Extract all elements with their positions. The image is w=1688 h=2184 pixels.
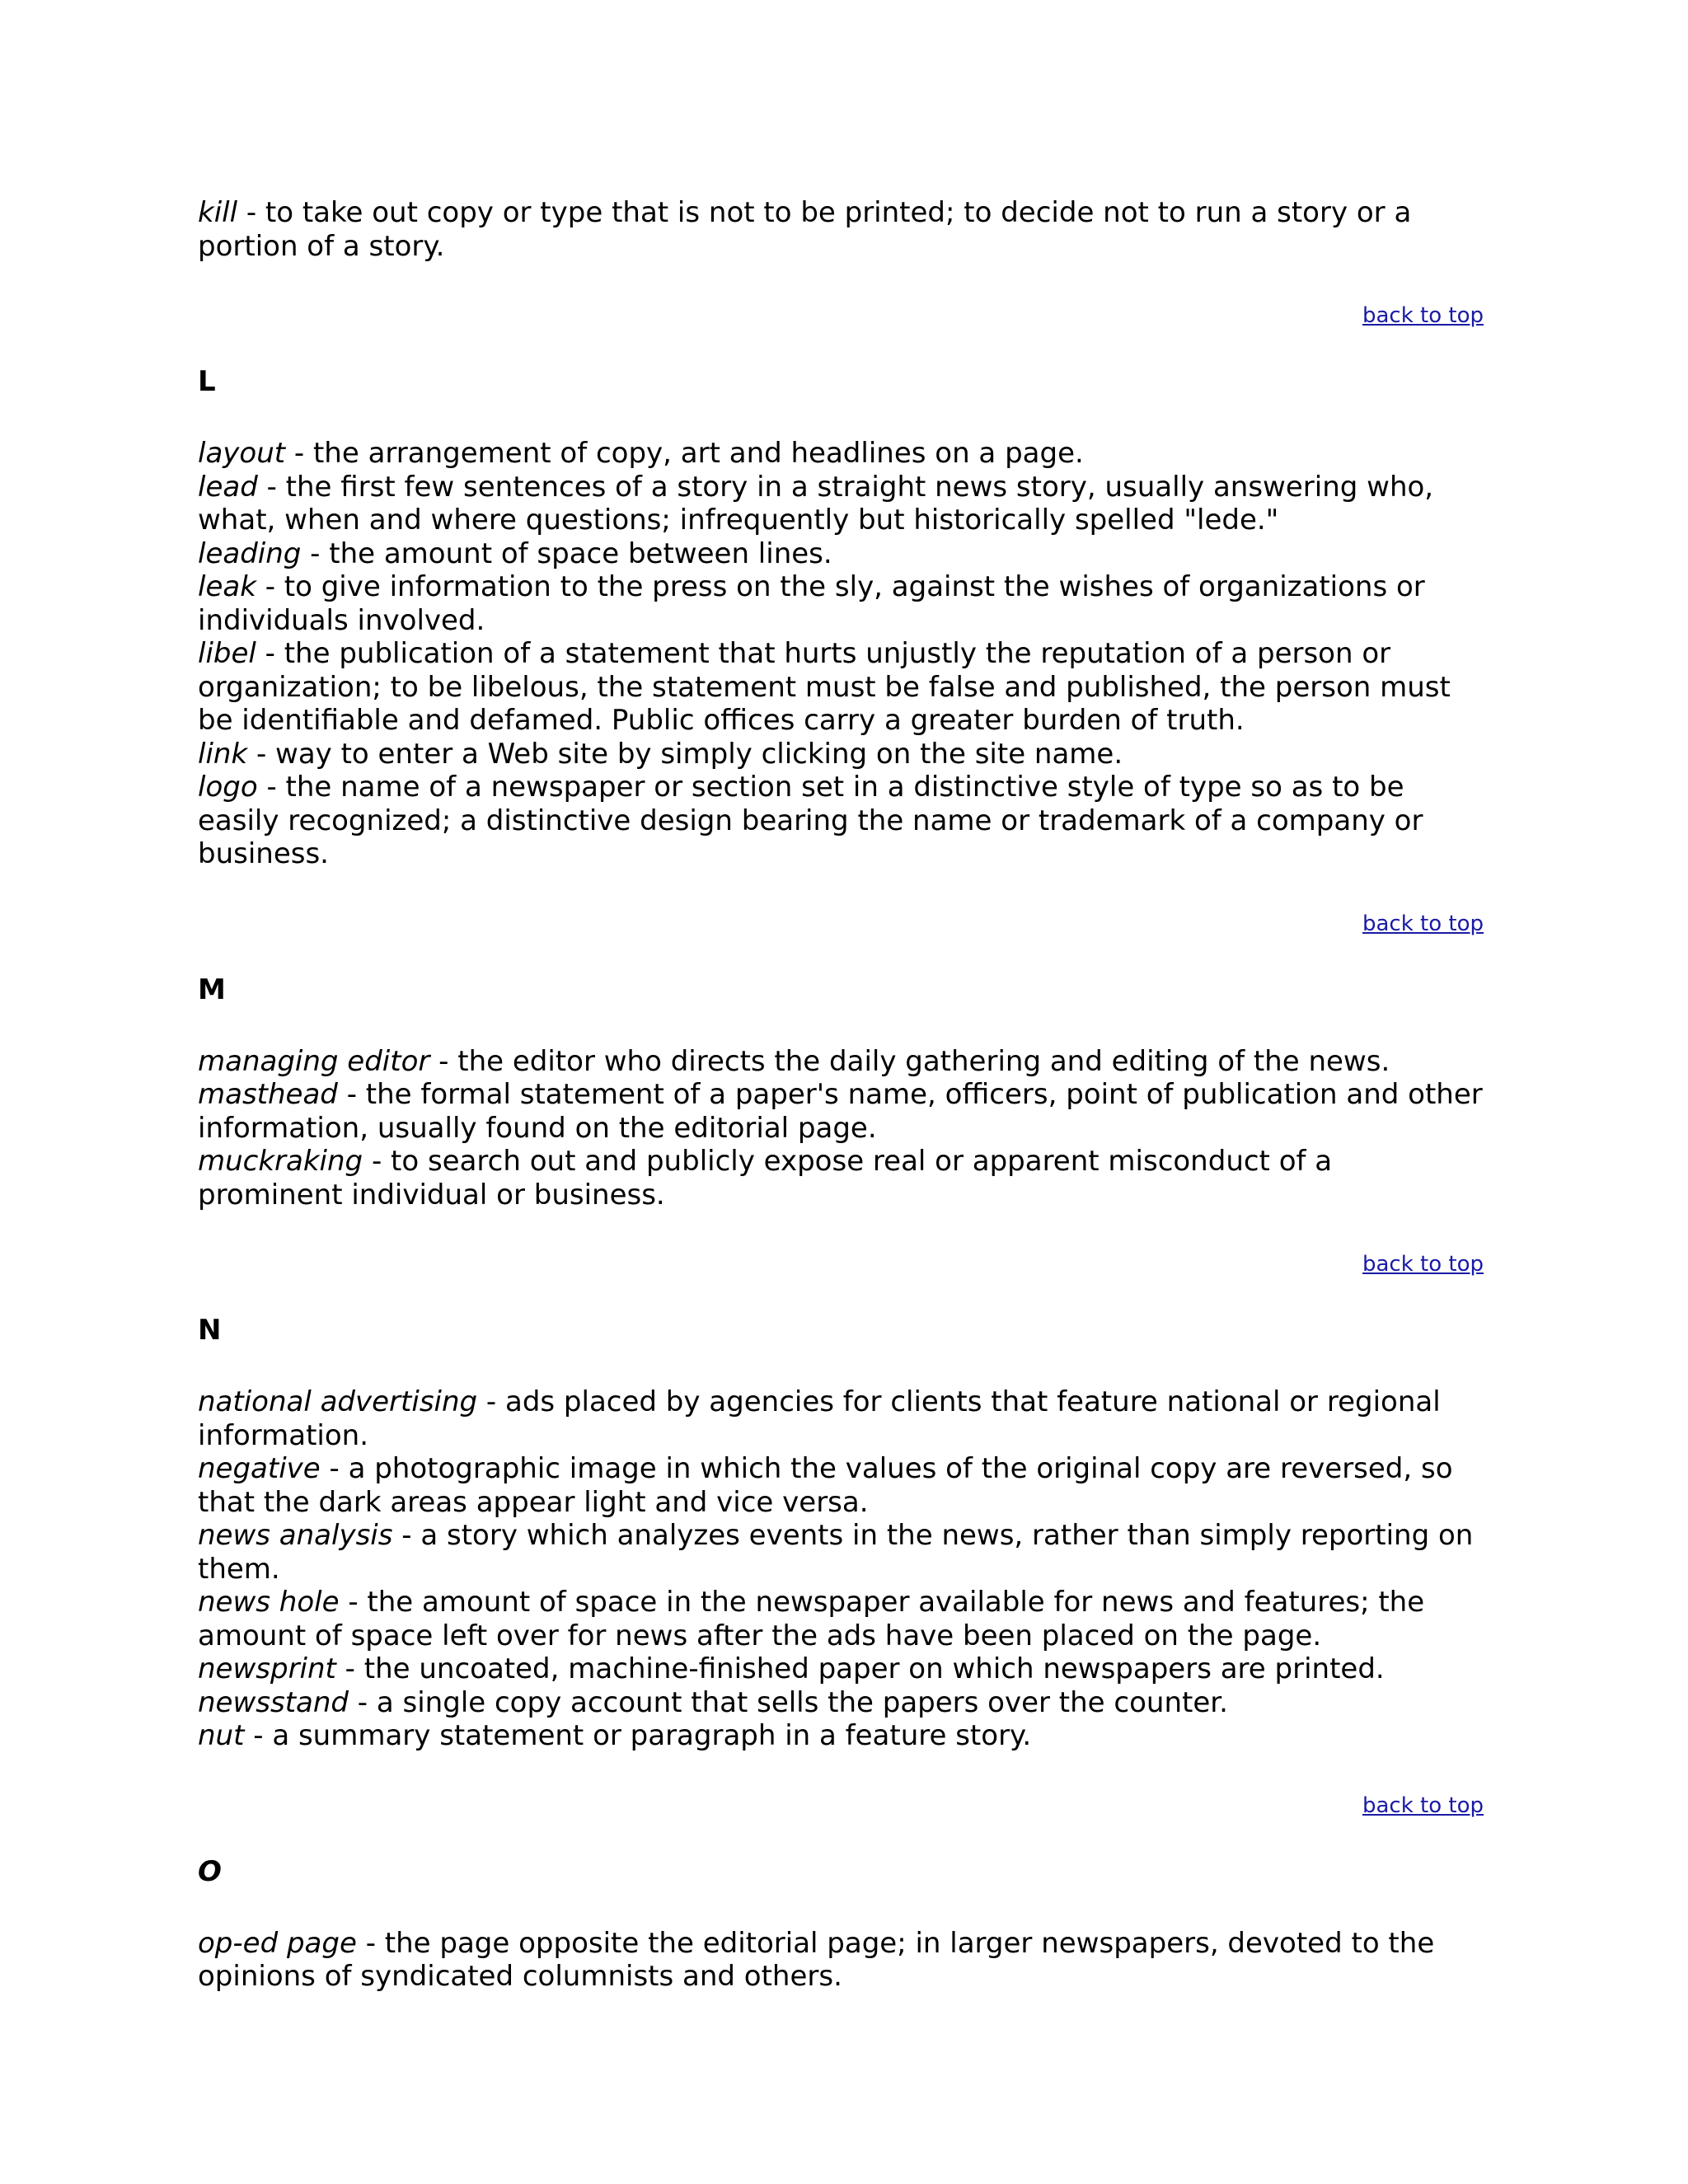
back-to-top-link[interactable]: back to top — [1362, 1252, 1484, 1277]
entry-term: nut — [198, 1719, 245, 1752]
glossary-entry — [198, 637, 1484, 738]
entry-term: news analysis — [198, 1519, 393, 1552]
section-letter-heading: L — [198, 365, 216, 398]
entry-term: kill — [198, 196, 238, 229]
entry-term: masthead — [198, 1078, 338, 1111]
section-letter-heading: M — [198, 972, 226, 1006]
glossary-entry — [198, 1452, 1484, 1519]
entry-definition: - to take out copy or type that is not to be printed; to decide not to run a story or a portion of a story. — [198, 196, 1412, 263]
entry-definition: - the uncoated, machine-finished paper on which newspapers are printed. — [335, 1652, 1385, 1685]
glossary-entry — [198, 437, 1484, 471]
glossary-entry — [198, 196, 1484, 263]
entry-definition: - to give information to the press on the sly, against the wishes of organizations or individuals involved. — [198, 570, 1425, 637]
entries-o — [198, 1927, 1484, 1994]
glossary-entry — [198, 1927, 1484, 1994]
entry-definition: - a single copy account that sells the papers over the counter. — [349, 1685, 1228, 1719]
entry-term: national advertising — [198, 1385, 478, 1418]
entry-term: newsprint — [198, 1652, 336, 1685]
glossary-entry — [198, 537, 1484, 571]
entry-term: negative — [198, 1452, 321, 1485]
glossary-entry — [198, 570, 1484, 637]
entries-l — [198, 437, 1484, 871]
entry-term: op-ed page — [198, 1926, 357, 1960]
glossary-entry — [198, 1686, 1484, 1720]
glossary-section-k — [198, 196, 1484, 332]
back-to-top-row — [198, 1789, 1484, 1822]
back-to-top-row — [198, 1248, 1484, 1281]
entry-definition: - way to enter a Web site by simply clicking on the site name. — [247, 737, 1123, 771]
entry-definition: - the first few sentences of a story in a straight news story, usually answering who, what, when and where questions; infrequently but historically spelled "lede." — [198, 470, 1434, 537]
entry-term: lead — [198, 470, 258, 504]
glossary-entry — [198, 1385, 1484, 1452]
entry-term: layout — [198, 437, 286, 470]
back-to-top-row — [198, 907, 1484, 940]
glossary-section-n — [198, 1314, 1484, 1822]
glossary-entry — [198, 771, 1484, 871]
entry-term: leak — [198, 570, 256, 603]
entry-term: muckraking — [198, 1145, 363, 1178]
glossary-entry — [198, 1145, 1484, 1212]
entries-n — [198, 1385, 1484, 1753]
glossary-section-m — [198, 973, 1484, 1282]
glossary-entry — [198, 1652, 1484, 1686]
glossary-section-o — [198, 1855, 1484, 1994]
entry-definition: - the amount of space in the newspaper available for news and features; the amount of space left over for news after the ads have been placed on the page. — [198, 1586, 1425, 1652]
entries-m — [198, 1045, 1484, 1212]
entry-definition: - a story which analyzes events in the news, rather than simply reporting on them. — [198, 1519, 1474, 1586]
entry-definition: - the publication of a statement that hurts unjustly the reputation of a person or organization; to be libelous, the statement must be false and published, the person must be identifiable and defamed. Public offices carry a greater burden of truth. — [198, 637, 1451, 737]
entry-term: link — [198, 737, 248, 771]
glossary-entry — [198, 1078, 1484, 1145]
glossary-entry — [198, 1519, 1484, 1586]
entries-k — [198, 196, 1484, 263]
entry-definition: - the formal statement of a paper's name, officers, point of publication and other information, usually found on the editorial page. — [198, 1078, 1483, 1145]
entry-term: newsstand — [198, 1685, 349, 1719]
entry-definition: - the arrangement of copy, art and headlines on a page. — [285, 437, 1084, 470]
section-letter-heading: N — [198, 1314, 222, 1347]
back-to-top-link[interactable]: back to top — [1362, 911, 1484, 936]
entry-term: leading — [198, 537, 302, 570]
glossary-content — [198, 196, 1484, 1994]
entry-definition: - a photographic image in which the values of the original copy are reversed, so that the dark areas appear light and vice versa. — [198, 1452, 1453, 1519]
section-letter-heading: O — [198, 1854, 222, 1888]
entry-term: libel — [198, 637, 256, 670]
back-to-top-link[interactable]: back to top — [1362, 1793, 1484, 1818]
glossary-entry — [198, 738, 1484, 771]
back-to-top-link[interactable]: back to top — [1362, 303, 1484, 328]
entry-definition: - the editor who directs the daily gathering and editing of the news. — [429, 1044, 1390, 1078]
glossary-entry — [198, 1586, 1484, 1652]
entry-definition: - the amount of space between lines. — [301, 537, 832, 570]
entry-term: managing editor — [198, 1044, 430, 1078]
glossary-entry — [198, 1045, 1484, 1079]
entry-definition: - the page opposite the editorial page; in larger newspapers, devoted to the opinions of syndicated columnists and others. — [198, 1926, 1435, 1993]
entry-term: logo — [198, 771, 258, 804]
back-to-top-row — [198, 299, 1484, 332]
glossary-entry — [198, 1719, 1484, 1753]
glossary-section-l — [198, 365, 1484, 940]
entry-definition: - a summary statement or paragraph in a feature story. — [244, 1719, 1032, 1752]
entry-term: news hole — [198, 1586, 340, 1619]
entry-definition: - the name of a newspaper or section set in a distinctive style of type so as to be easily recognized; a distinctive design bearing the name or trademark of a company or business. — [198, 771, 1423, 870]
entry-definition: - to search out and publicly expose real or apparent misconduct of a prominent individual or business. — [198, 1145, 1333, 1212]
entry-definition: - ads placed by agencies for clients that feature national or regional information. — [198, 1385, 1441, 1452]
glossary-entry — [198, 471, 1484, 537]
